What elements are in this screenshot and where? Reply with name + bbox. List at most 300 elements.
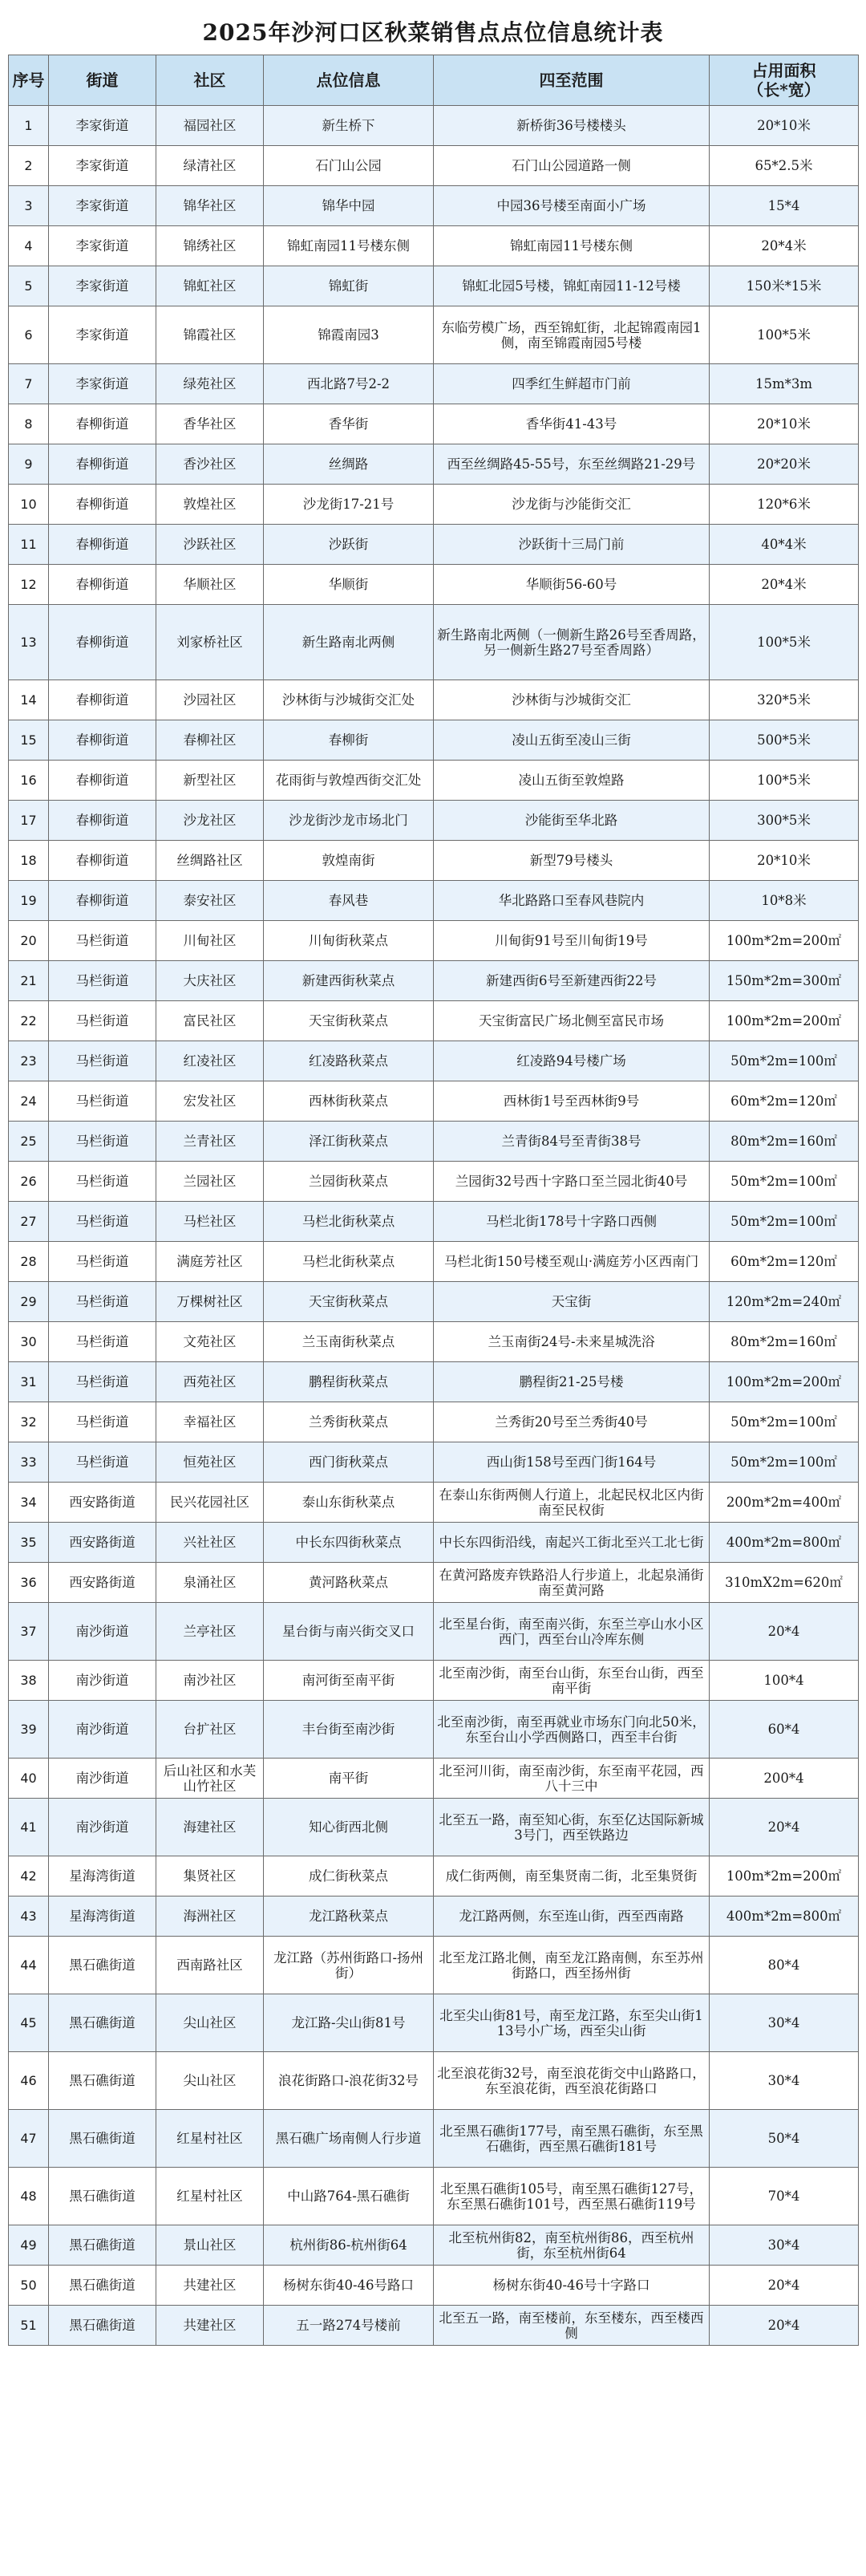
cell-boundary: 北至浪花街32号，南至浪花街交中山路路口，东至浪花街，西至浪花街路口 <box>434 2052 710 2110</box>
cell-community: 春柳社区 <box>156 720 264 761</box>
cell-area: 150m*2m=300㎡ <box>710 961 859 1001</box>
cell-area: 120*6米 <box>710 485 859 525</box>
cell-location: 杨树东街40-46号路口 <box>264 2266 434 2306</box>
header-street: 街道 <box>49 55 156 106</box>
cell-location: 中长东四街秋菜点 <box>264 1523 434 1563</box>
cell-boundary: 香华街41-43号 <box>434 404 710 444</box>
cell-street: 李家街道 <box>49 226 156 266</box>
table-row <box>9 306 859 364</box>
cell-location: 沙龙街17-21号 <box>264 485 434 525</box>
cell-location: 南平街 <box>264 1759 434 1799</box>
cell-boundary: 鹏程街21-25号楼 <box>434 1362 710 1402</box>
cell-index: 49 <box>9 2225 49 2266</box>
cell-area: 50m*2m=100㎡ <box>710 1041 859 1081</box>
table-row <box>9 961 859 1001</box>
header-row <box>9 55 859 106</box>
table-body <box>9 106 859 2346</box>
cell-street: 马栏街道 <box>49 1442 156 1483</box>
cell-street: 黑石礁街道 <box>49 2110 156 2168</box>
cell-location: 新建西街秋菜点 <box>264 961 434 1001</box>
cell-location: 马栏北街秋菜点 <box>264 1242 434 1282</box>
cell-boundary: 在黄河路废弃铁路沿人行步道上，北起泉涌街南至黄河路 <box>434 1563 710 1603</box>
cell-area: 300*5米 <box>710 801 859 841</box>
cell-location: 新生桥下 <box>264 106 434 146</box>
cell-boundary: 西山街158号至西门街164号 <box>434 1442 710 1483</box>
cell-community: 马栏社区 <box>156 1202 264 1242</box>
table-row <box>9 1523 859 1563</box>
cell-location: 成仁街秋菜点 <box>264 1856 434 1897</box>
cell-community: 丝绸路社区 <box>156 841 264 881</box>
cell-boundary: 成仁街两侧，南至集贤南二街，北至集贤街 <box>434 1856 710 1897</box>
header-boundary: 四至范围 <box>434 55 710 106</box>
cell-index: 6 <box>9 306 49 364</box>
table-row <box>9 444 859 485</box>
cell-area: 320*5米 <box>710 680 859 720</box>
cell-index: 46 <box>9 2052 49 2110</box>
table-row <box>9 1661 859 1701</box>
cell-area: 60m*2m=120㎡ <box>710 1081 859 1122</box>
cell-boundary: 川甸街91号至川甸街19号 <box>434 921 710 961</box>
cell-boundary: 北至黑石礁街177号，南至黑石礁街，东至黑石礁街，西至黑石礁街181号 <box>434 2110 710 2168</box>
cell-location: 丝绸路 <box>264 444 434 485</box>
cell-location: 黄河路秋菜点 <box>264 1563 434 1603</box>
cell-index: 26 <box>9 1162 49 1202</box>
cell-boundary: 马栏北街150号楼至观山·满庭芳小区西南门 <box>434 1242 710 1282</box>
cell-boundary: 沙能街至华北路 <box>434 801 710 841</box>
cell-community: 沙园社区 <box>156 680 264 720</box>
cell-boundary: 天宝街富民广场北侧至富民市场 <box>434 1001 710 1041</box>
cell-location: 西北路7号2-2 <box>264 364 434 404</box>
cell-area: 20*10米 <box>710 404 859 444</box>
cell-boundary: 华北路路口至春风巷院内 <box>434 881 710 921</box>
cell-area: 50*4 <box>710 2110 859 2168</box>
cell-street: 春柳街道 <box>49 841 156 881</box>
cell-location: 敦煌南街 <box>264 841 434 881</box>
cell-street: 南沙街道 <box>49 1759 156 1799</box>
cell-boundary: 杨树东街40-46号十字路口 <box>434 2266 710 2306</box>
cell-boundary: 新型79号楼头 <box>434 841 710 881</box>
cell-community: 锦华社区 <box>156 186 264 226</box>
cell-area: 30*4 <box>710 2052 859 2110</box>
page-title: 2025年沙河口区秋菜销售点点位信息统计表 <box>202 19 664 46</box>
cell-boundary: 沙跃街十三局门前 <box>434 525 710 565</box>
cell-location: 鹏程街秋菜点 <box>264 1362 434 1402</box>
cell-street: 春柳街道 <box>49 565 156 605</box>
cell-area: 20*4米 <box>710 226 859 266</box>
cell-community: 红星村社区 <box>156 2110 264 2168</box>
cell-index: 37 <box>9 1603 49 1661</box>
cell-area: 400m*2m=800㎡ <box>710 1897 859 1937</box>
cell-area: 20*4 <box>710 2266 859 2306</box>
cell-boundary: 兰园街32号西十字路口至兰园北街40号 <box>434 1162 710 1202</box>
cell-community: 沙龙社区 <box>156 801 264 841</box>
cell-community: 绿清社区 <box>156 146 264 186</box>
cell-street: 春柳街道 <box>49 525 156 565</box>
cell-location: 香华街 <box>264 404 434 444</box>
table-row <box>9 1162 859 1202</box>
cell-area: 10*8米 <box>710 881 859 921</box>
cell-community: 福园社区 <box>156 106 264 146</box>
cell-community: 川甸社区 <box>156 921 264 961</box>
cell-boundary: 锦虹南园11号楼东侧 <box>434 226 710 266</box>
table-row <box>9 1442 859 1483</box>
cell-community: 富民社区 <box>156 1001 264 1041</box>
table-row <box>9 1563 859 1603</box>
cell-index: 13 <box>9 605 49 680</box>
cell-index: 15 <box>9 720 49 761</box>
cell-community: 满庭芳社区 <box>156 1242 264 1282</box>
table-row <box>9 720 859 761</box>
cell-area: 80m*2m=160㎡ <box>710 1122 859 1162</box>
cell-street: 春柳街道 <box>49 720 156 761</box>
table-row <box>9 364 859 404</box>
cell-boundary: 在泰山东街两侧人行道上，北起民权北区内街南至民权街 <box>434 1483 710 1523</box>
cell-community: 尖山社区 <box>156 2052 264 2110</box>
cell-street: 黑石礁街道 <box>49 1994 156 2052</box>
cell-area: 70*4 <box>710 2168 859 2225</box>
table-row <box>9 1282 859 1322</box>
cell-boundary: 石门山公园道路一侧 <box>434 146 710 186</box>
cell-location: 星台街与南兴街交叉口 <box>264 1603 434 1661</box>
table-row <box>9 2168 859 2225</box>
cell-boundary: 北至龙江路北侧，南至龙江路南侧，东至苏州街路口，西至扬州街 <box>434 1937 710 1994</box>
cell-community: 西南路社区 <box>156 1937 264 1994</box>
cell-area: 200m*2m=400㎡ <box>710 1483 859 1523</box>
cell-community: 台扩社区 <box>156 1701 264 1759</box>
cell-index: 23 <box>9 1041 49 1081</box>
cell-location: 杭州街86-杭州街64 <box>264 2225 434 2266</box>
cell-area: 50m*2m=100㎡ <box>710 1402 859 1442</box>
cell-boundary: 沙林街与沙城街交汇 <box>434 680 710 720</box>
cell-index: 36 <box>9 1563 49 1603</box>
cell-community: 集贤社区 <box>156 1856 264 1897</box>
table-row <box>9 1759 859 1799</box>
table-row <box>9 1603 859 1661</box>
cell-area: 200*4 <box>710 1759 859 1799</box>
table-row <box>9 266 859 306</box>
cell-index: 38 <box>9 1661 49 1701</box>
cell-index: 7 <box>9 364 49 404</box>
cell-location: 川甸街秋菜点 <box>264 921 434 961</box>
cell-location: 丰台街至南沙街 <box>264 1701 434 1759</box>
cell-community: 万棵树社区 <box>156 1282 264 1322</box>
cell-location: 锦虹南园11号楼东侧 <box>264 226 434 266</box>
cell-community: 兰园社区 <box>156 1162 264 1202</box>
cell-community: 红星村社区 <box>156 2168 264 2225</box>
cell-community: 尖山社区 <box>156 1994 264 2052</box>
cell-location: 泰山东街秋菜点 <box>264 1483 434 1523</box>
cell-index: 8 <box>9 404 49 444</box>
cell-index: 10 <box>9 485 49 525</box>
cell-street: 春柳街道 <box>49 605 156 680</box>
cell-area: 20*4米 <box>710 565 859 605</box>
cell-location: 沙龙街沙龙市场北门 <box>264 801 434 841</box>
cell-index: 30 <box>9 1322 49 1362</box>
cell-index: 4 <box>9 226 49 266</box>
table-row <box>9 2052 859 2110</box>
cell-community: 刘家桥社区 <box>156 605 264 680</box>
cell-boundary: 北至杭州街82，南至杭州街86，西至杭州街，东至杭州街64 <box>434 2225 710 2266</box>
cell-area: 400m*2m=800㎡ <box>710 1523 859 1563</box>
cell-area: 500*5米 <box>710 720 859 761</box>
cell-community: 海洲社区 <box>156 1897 264 1937</box>
header-community: 社区 <box>156 55 264 106</box>
cell-index: 25 <box>9 1122 49 1162</box>
cell-street: 李家街道 <box>49 106 156 146</box>
cell-area: 20*10米 <box>710 841 859 881</box>
cell-area: 100*4 <box>710 1661 859 1701</box>
cell-street: 南沙街道 <box>49 1661 156 1701</box>
cell-area: 80m*2m=160㎡ <box>710 1322 859 1362</box>
cell-index: 22 <box>9 1001 49 1041</box>
cell-street: 李家街道 <box>49 186 156 226</box>
cell-street: 马栏街道 <box>49 1242 156 1282</box>
cell-boundary: 四季红生鲜超市门前 <box>434 364 710 404</box>
cell-index: 21 <box>9 961 49 1001</box>
cell-community: 敦煌社区 <box>156 485 264 525</box>
cell-boundary: 北至尖山街81号，南至龙江路，东至尖山街113号小广场，西至尖山街 <box>434 1994 710 2052</box>
cell-street: 春柳街道 <box>49 404 156 444</box>
cell-boundary: 马栏北街178号十字路口西侧 <box>434 1202 710 1242</box>
table-row <box>9 1937 859 1994</box>
cell-community: 红凌社区 <box>156 1041 264 1081</box>
cell-street: 南沙街道 <box>49 1603 156 1661</box>
cell-location: 华顺街 <box>264 565 434 605</box>
cell-location: 兰秀街秋菜点 <box>264 1402 434 1442</box>
table-row <box>9 1856 859 1897</box>
cell-community: 香沙社区 <box>156 444 264 485</box>
cell-location: 红凌路秋菜点 <box>264 1041 434 1081</box>
cell-boundary: 北至五一路，南至楼前，东至楼东，西至楼西侧 <box>434 2306 710 2346</box>
cell-index: 28 <box>9 1242 49 1282</box>
cell-location: 西林街秋菜点 <box>264 1081 434 1122</box>
table-row <box>9 1799 859 1856</box>
cell-street: 黑石礁街道 <box>49 2306 156 2346</box>
cell-index: 35 <box>9 1523 49 1563</box>
cell-street: 马栏街道 <box>49 961 156 1001</box>
cell-community: 华顺社区 <box>156 565 264 605</box>
cell-area: 20*4 <box>710 2306 859 2346</box>
cell-index: 17 <box>9 801 49 841</box>
cell-community: 沙跃社区 <box>156 525 264 565</box>
cell-community: 共建社区 <box>156 2306 264 2346</box>
cell-index: 39 <box>9 1701 49 1759</box>
cell-community: 景山社区 <box>156 2225 264 2266</box>
cell-index: 29 <box>9 1282 49 1322</box>
cell-street: 李家街道 <box>49 364 156 404</box>
cell-street: 马栏街道 <box>49 1162 156 1202</box>
table-row <box>9 605 859 680</box>
cell-community: 兰亭社区 <box>156 1603 264 1661</box>
cell-street: 星海湾街道 <box>49 1897 156 1937</box>
cell-street: 马栏街道 <box>49 1202 156 1242</box>
cell-community: 共建社区 <box>156 2266 264 2306</box>
table-row <box>9 1994 859 2052</box>
cell-index: 32 <box>9 1402 49 1442</box>
cell-community: 兰青社区 <box>156 1122 264 1162</box>
cell-boundary: 沙龙街与沙能街交汇 <box>434 485 710 525</box>
table-row <box>9 404 859 444</box>
cell-boundary: 新桥街36号楼楼头 <box>434 106 710 146</box>
cell-community: 宏发社区 <box>156 1081 264 1122</box>
cell-location: 新生路南北两侧 <box>264 605 434 680</box>
cell-community: 香华社区 <box>156 404 264 444</box>
cell-location: 五一路274号楼前 <box>264 2306 434 2346</box>
cell-area: 65*2.5米 <box>710 146 859 186</box>
cell-index: 24 <box>9 1081 49 1122</box>
cell-street: 马栏街道 <box>49 1402 156 1442</box>
cell-boundary: 中园36号楼至南面小广场 <box>434 186 710 226</box>
cell-street: 黑石礁街道 <box>49 2266 156 2306</box>
cell-street: 黑石礁街道 <box>49 2225 156 2266</box>
table-row <box>9 1322 859 1362</box>
cell-location: 锦华中园 <box>264 186 434 226</box>
cell-street: 黑石礁街道 <box>49 2168 156 2225</box>
cell-index: 50 <box>9 2266 49 2306</box>
cell-location: 龙江路（苏州街路口-扬州街） <box>264 1937 434 1994</box>
cell-boundary: 华顺街56-60号 <box>434 565 710 605</box>
cell-area: 40*4米 <box>710 525 859 565</box>
table-row <box>9 1041 859 1081</box>
cell-boundary: 北至河川街，南至南沙街，东至南平花园，西八十三中 <box>434 1759 710 1799</box>
table-row <box>9 881 859 921</box>
cell-boundary: 北至南沙街，南至再就业市场东门向北50米，东至台山小学西侧路口，西至丰台街 <box>434 1701 710 1759</box>
cell-area: 100*5米 <box>710 761 859 801</box>
cell-boundary: 兰青街84号至青街38号 <box>434 1122 710 1162</box>
table-row <box>9 2306 859 2346</box>
table-row <box>9 921 859 961</box>
cell-community: 民兴花园社区 <box>156 1483 264 1523</box>
cell-location: 花雨街与敦煌西街交汇处 <box>264 761 434 801</box>
cell-location: 春风巷 <box>264 881 434 921</box>
table-row <box>9 565 859 605</box>
table-row <box>9 485 859 525</box>
cell-area: 20*20米 <box>710 444 859 485</box>
cell-area: 310mX2m=620㎡ <box>710 1563 859 1603</box>
table-row <box>9 841 859 881</box>
table-row <box>9 1402 859 1442</box>
cell-community: 大庆社区 <box>156 961 264 1001</box>
cell-community: 后山社区和水芙山竹社区 <box>156 1759 264 1799</box>
cell-area: 80*4 <box>710 1937 859 1994</box>
table-row <box>9 525 859 565</box>
cell-street: 马栏街道 <box>49 1122 156 1162</box>
table-row <box>9 761 859 801</box>
cell-boundary: 北至星台街，南至南兴街，东至兰亭山水小区西门，西至台山冷库东侧 <box>434 1603 710 1661</box>
cell-location: 锦霞南园3 <box>264 306 434 364</box>
cell-boundary: 东临劳模广场，西至锦虹街，北起锦霞南园1侧，南至锦霞南园5号楼 <box>434 306 710 364</box>
cell-location: 沙跃街 <box>264 525 434 565</box>
statistics-table <box>8 55 859 2346</box>
table-row <box>9 226 859 266</box>
cell-boundary: 锦虹北园5号楼，锦虹南园11-12号楼 <box>434 266 710 306</box>
cell-community: 绿苑社区 <box>156 364 264 404</box>
cell-area: 60*4 <box>710 1701 859 1759</box>
table-row <box>9 801 859 841</box>
cell-area: 15*4 <box>710 186 859 226</box>
cell-area: 150米*15米 <box>710 266 859 306</box>
cell-boundary: 北至五一路，南至知心街，东至亿达国际新城3号门，西至铁路边 <box>434 1799 710 1856</box>
cell-area: 30*4 <box>710 2225 859 2266</box>
cell-street: 马栏街道 <box>49 1362 156 1402</box>
cell-boundary: 西至丝绸路45-55号，东至丝绸路21-29号 <box>434 444 710 485</box>
cell-index: 51 <box>9 2306 49 2346</box>
cell-community: 锦虹社区 <box>156 266 264 306</box>
cell-boundary: 西林街1号至西林街9号 <box>434 1081 710 1122</box>
cell-location: 兰玉南街秋菜点 <box>264 1322 434 1362</box>
cell-street: 南沙街道 <box>49 1799 156 1856</box>
table-row <box>9 1001 859 1041</box>
cell-street: 春柳街道 <box>49 485 156 525</box>
header-location: 点位信息 <box>264 55 434 106</box>
table-row <box>9 106 859 146</box>
cell-community: 海建社区 <box>156 1799 264 1856</box>
cell-community: 泰安社区 <box>156 881 264 921</box>
table-row <box>9 1483 859 1523</box>
cell-index: 45 <box>9 1994 49 2052</box>
cell-location: 锦虹街 <box>264 266 434 306</box>
header-index: 序号 <box>9 55 49 106</box>
cell-index: 48 <box>9 2168 49 2225</box>
cell-street: 马栏街道 <box>49 921 156 961</box>
cell-index: 9 <box>9 444 49 485</box>
cell-street: 黑石礁街道 <box>49 2052 156 2110</box>
cell-index: 31 <box>9 1362 49 1402</box>
cell-index: 27 <box>9 1202 49 1242</box>
table-row <box>9 1122 859 1162</box>
cell-street: 春柳街道 <box>49 680 156 720</box>
cell-index: 1 <box>9 106 49 146</box>
cell-area: 100m*2m=200㎡ <box>710 1362 859 1402</box>
cell-location: 龙江路秋菜点 <box>264 1897 434 1937</box>
cell-street: 李家街道 <box>49 146 156 186</box>
cell-boundary: 凌山五街至敦煌路 <box>434 761 710 801</box>
cell-index: 41 <box>9 1799 49 1856</box>
cell-area: 20*4 <box>710 1603 859 1661</box>
cell-community: 锦霞社区 <box>156 306 264 364</box>
cell-boundary: 兰秀街20号至兰秀街40号 <box>434 1402 710 1442</box>
cell-area: 100m*2m=200㎡ <box>710 1001 859 1041</box>
table-row <box>9 1362 859 1402</box>
cell-community: 泉涌社区 <box>156 1563 264 1603</box>
cell-boundary: 中长东四街沿线，南起兴工街北至兴工北七街 <box>434 1523 710 1563</box>
cell-boundary: 凌山五街至凌山三街 <box>434 720 710 761</box>
cell-location: 石门山公园 <box>264 146 434 186</box>
cell-location: 天宝街秋菜点 <box>264 1282 434 1322</box>
cell-index: 2 <box>9 146 49 186</box>
table-row <box>9 1701 859 1759</box>
cell-boundary: 新建西街6号至新建西街22号 <box>434 961 710 1001</box>
cell-index: 12 <box>9 565 49 605</box>
cell-location: 兰园街秋菜点 <box>264 1162 434 1202</box>
cell-street: 黑石礁街道 <box>49 1937 156 1994</box>
cell-index: 20 <box>9 921 49 961</box>
table-row <box>9 186 859 226</box>
cell-location: 浪花街路口-浪花街32号 <box>264 2052 434 2110</box>
cell-location: 天宝街秋菜点 <box>264 1001 434 1041</box>
cell-location: 马栏北街秋菜点 <box>264 1202 434 1242</box>
cell-street: 李家街道 <box>49 266 156 306</box>
cell-community: 恒苑社区 <box>156 1442 264 1483</box>
cell-street: 春柳街道 <box>49 761 156 801</box>
cell-area: 20*4 <box>710 1799 859 1856</box>
cell-community: 兴社社区 <box>156 1523 264 1563</box>
cell-index: 3 <box>9 186 49 226</box>
cell-index: 34 <box>9 1483 49 1523</box>
cell-area: 30*4 <box>710 1994 859 2052</box>
cell-community: 南沙社区 <box>156 1661 264 1701</box>
cell-boundary: 北至黑石礁街105号，南至黑石礁街127号，东至黑石礁街101号，西至黑石礁街119号 <box>434 2168 710 2225</box>
